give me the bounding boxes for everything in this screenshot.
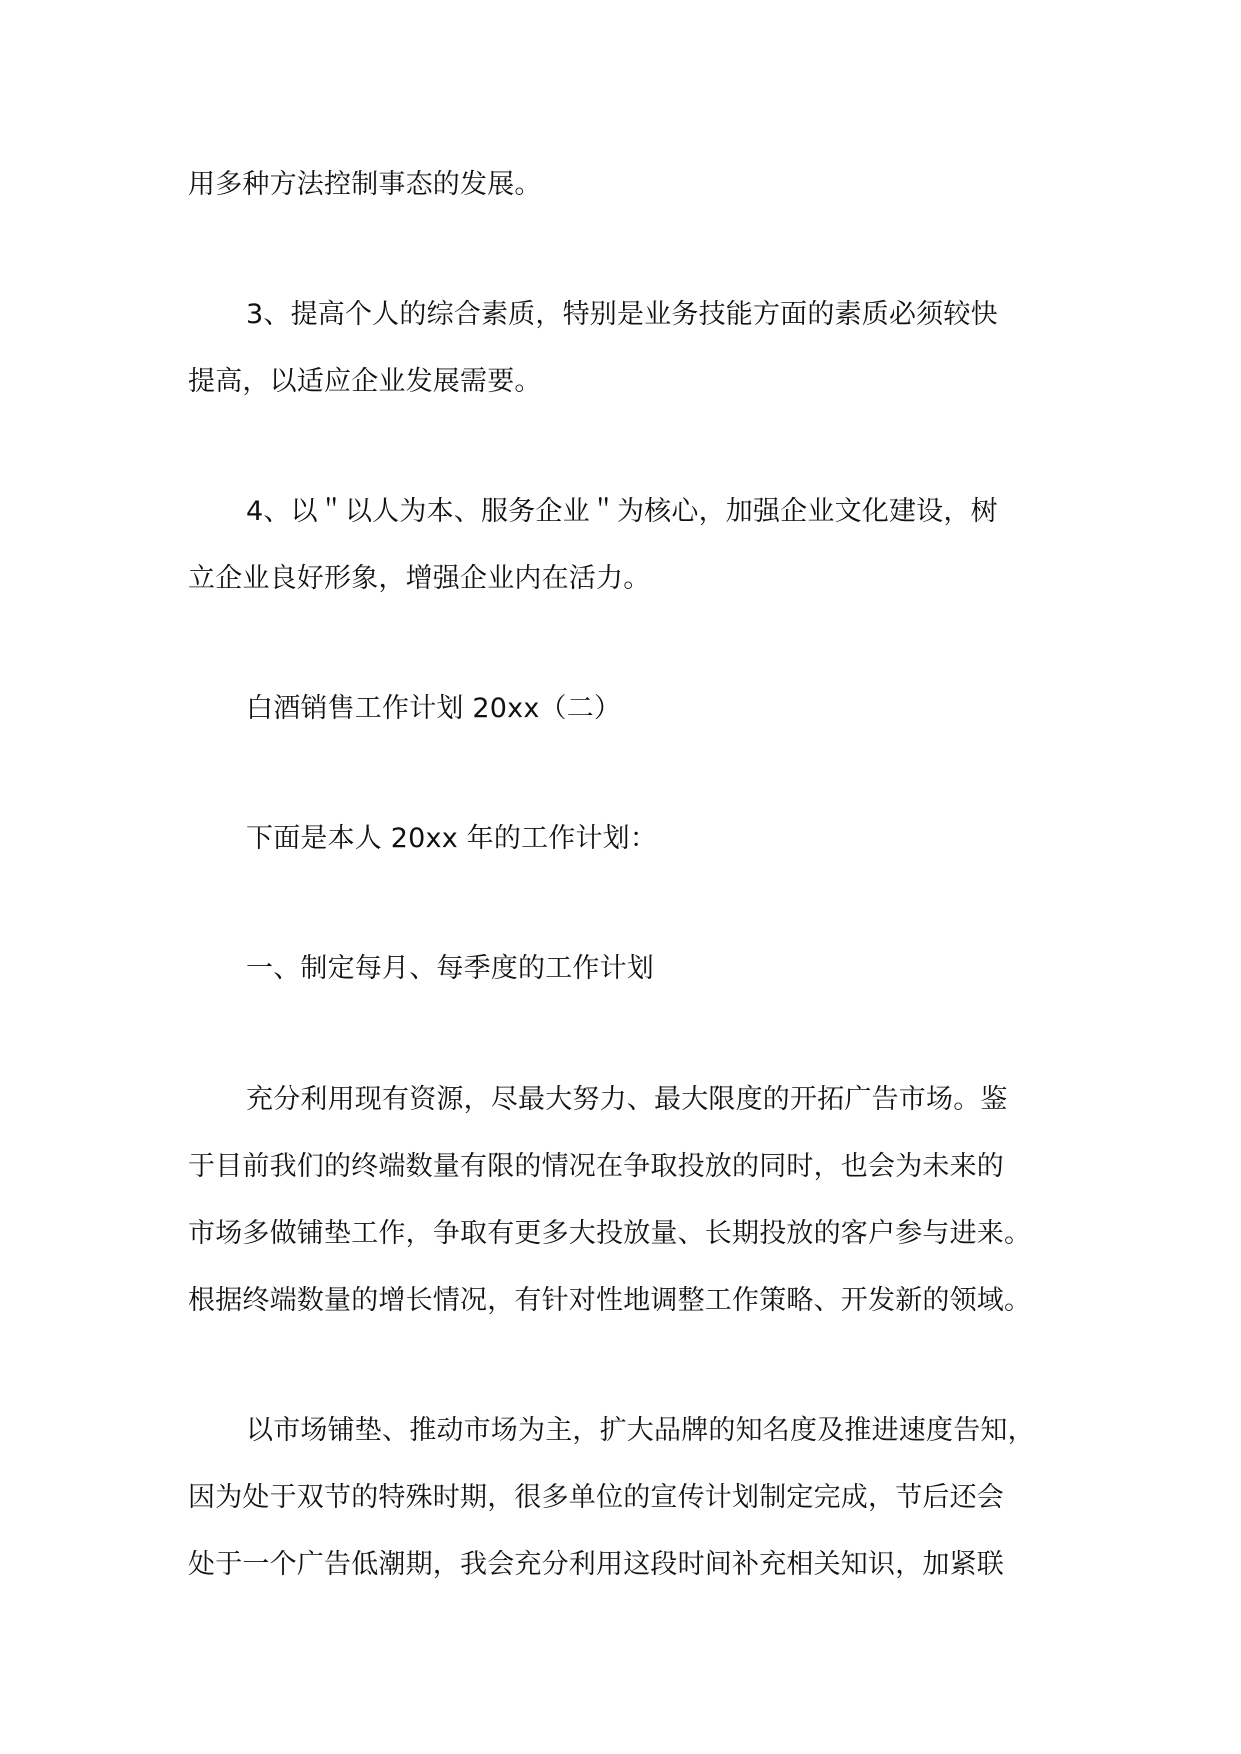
- text-line: 处于一个广告低潮期，我会充分利用这段时间补充相关知识，加紧联: [188, 1549, 1004, 1580]
- section-heading: [188, 675, 1058, 742]
- paragraph-continuation: [188, 151, 1058, 218]
- text-line: 以市场铺垫、推动市场为主，扩大品牌的知名度及推进速度告知，: [246, 1415, 1035, 1446]
- subheading-one: [188, 935, 1058, 1002]
- body-paragraph: [188, 1066, 1058, 1334]
- text-line: 根据终端数量的增长情况，有针对性地调整工作策略、开发新的领域。: [188, 1285, 1032, 1316]
- text-line: 一、制定每月、每季度的工作计划: [246, 953, 654, 984]
- paragraph-item-4: [188, 478, 1058, 612]
- body-paragraph: [188, 1397, 1058, 1598]
- text-line: 市场多做铺垫工作，争取有更多大投放量、长期投放的客户参与进来。: [188, 1218, 1032, 1249]
- text-line: 充分利用现有资源，尽最大努力、最大限度的开拓广告市场。鉴: [246, 1084, 1008, 1115]
- text-line: 用多种方法控制事态的发展。: [188, 169, 542, 200]
- text-line: 4、以＂以人为本、服务企业＂为核心，加强企业文化建设，树: [246, 496, 998, 527]
- intro-paragraph: [188, 805, 1058, 872]
- text-line: 白酒销售工作计划 20xx（二）: [246, 693, 622, 724]
- text-line: 立企业良好形象，增强企业内在活力。: [188, 563, 651, 594]
- text-line: 3、提高个人的综合素质，特别是业务技能方面的素质必须较快: [246, 299, 998, 330]
- text-line: 下面是本人 20xx 年的工作计划：: [246, 823, 658, 854]
- text-line: 提高，以适应企业发展需要。: [188, 366, 542, 397]
- text-line: 因为处于双节的特殊时期，很多单位的宣传计划制定完成，节后还会: [188, 1482, 1004, 1513]
- text-line: 于目前我们的终端数量有限的情况在争取投放的同时，也会为未来的: [188, 1151, 1004, 1182]
- paragraph-item-3: [188, 281, 1058, 415]
